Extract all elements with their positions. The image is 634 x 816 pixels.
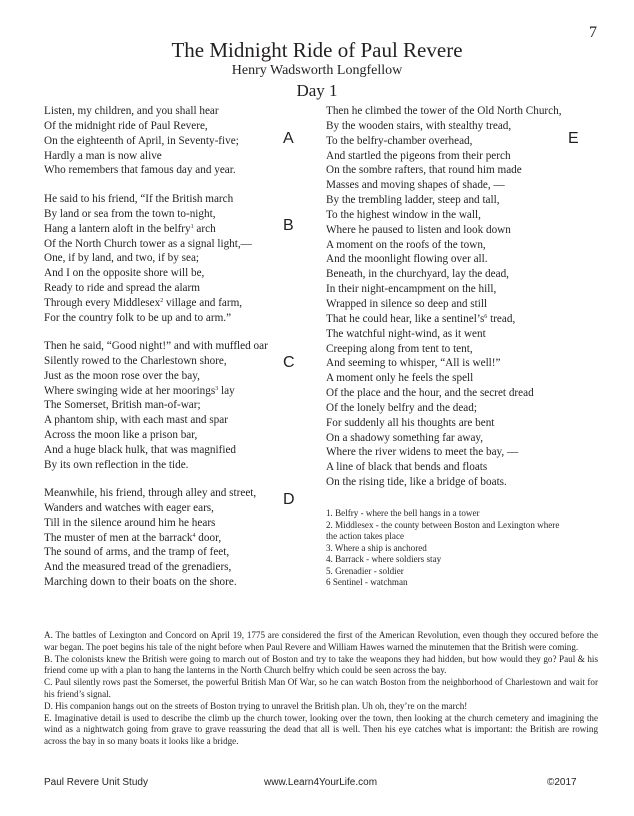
poem-line: Marching down to their boats on the shore. bbox=[44, 576, 237, 589]
footnote: 3. Where a ship is anchored bbox=[326, 542, 427, 553]
poem-line: By the wooden stairs, with stealthy tread, bbox=[326, 119, 512, 132]
poem-line: A phantom ship, with each mast and spar bbox=[44, 414, 228, 427]
poem-line: Across the moon like a prison bar, bbox=[44, 429, 198, 442]
footnote-ref-3: 3 bbox=[215, 385, 219, 392]
poem-line-text: Where swinging wide at her moorings bbox=[44, 384, 216, 397]
poem-line: In their night-encampment on the hill, bbox=[326, 283, 497, 296]
footnote: 2. Middlesex - the county between Boston and Lexington where bbox=[326, 519, 560, 530]
poem-line: And startled the pigeons from their perch bbox=[326, 149, 511, 162]
section-summaries bbox=[44, 630, 598, 748]
poem-line-tail: door, bbox=[198, 531, 222, 544]
section-marker-e: E bbox=[568, 130, 579, 147]
section-marker-a: A bbox=[283, 130, 294, 147]
poem-line bbox=[44, 531, 256, 546]
poem-line: Of the place and the hour, and the secret dread bbox=[326, 387, 534, 400]
poem-line: Then he said, “Good night!” and with muffled oar bbox=[44, 340, 268, 352]
poem-line: By the trembling ladder, steep and tall, bbox=[326, 194, 500, 207]
poem-line: Just as the moon rose over the bay, bbox=[44, 369, 200, 382]
poem-line: And the moonlight flowing over all. bbox=[326, 253, 488, 266]
poem-line: Hardly a man is now alive bbox=[44, 149, 162, 162]
footnote-ref-6: 6 bbox=[484, 313, 488, 320]
poem-line: Of the midnight ride of Paul Revere, bbox=[44, 119, 208, 132]
stanza-e bbox=[326, 104, 562, 490]
poem-line: One, if by land, and two, if by sea; bbox=[44, 252, 200, 265]
poem-line: Where he paused to listen and look down bbox=[326, 223, 511, 236]
poem-line-tail: lay bbox=[221, 384, 235, 397]
summary-e: E. Imaginative detail is used to describe the climb up the church tower, looking over the town, then looking at the church cemetery and imagining the wind as a nightwatch going from grave to grave reassuring the dead that all is well. Then his eye catches what is important: the British are rowing across the bay in so many boats it looks like a bridge. bbox=[44, 712, 598, 747]
footnote: 1. Belfry - where the bell hangs in a tower bbox=[326, 508, 480, 518]
summary-d: D. His companion hangs out on the streets of Boston trying to unravel the British plan. Uh oh, they’re on the march! bbox=[44, 700, 468, 711]
section-marker-b: B bbox=[283, 217, 294, 234]
poem-line: And seeming to whisper, “All is well!” bbox=[326, 357, 501, 370]
poem-line: Beneath, in the churchyard, lay the dead, bbox=[326, 268, 509, 281]
poem-line: Masses and moving shapes of shade, — bbox=[326, 179, 505, 192]
poem-line: Wanders and watches with eager ears, bbox=[44, 501, 214, 514]
poem-line: Where the river widens to meet the bay, — bbox=[326, 446, 519, 459]
poem-line: Till in the silence around him he hears bbox=[44, 516, 216, 529]
poem-line: For the country folk to be up and to arm.” bbox=[44, 311, 232, 324]
poem-line: Silently rowed to the Charlestown shore, bbox=[44, 354, 227, 367]
poem-line: And a huge black hulk, that was magnified bbox=[44, 443, 237, 456]
poem-line: Of the lonely belfry and the dead; bbox=[326, 401, 477, 414]
section-marker-d: D bbox=[283, 491, 295, 508]
poem-line: On the eighteenth of April, in Seventy-five; bbox=[44, 134, 239, 147]
poem-line: A moment only he feels the spell bbox=[326, 372, 474, 385]
footnote: the action takes place bbox=[326, 531, 405, 541]
stanza-c bbox=[44, 339, 268, 473]
poem-line-tail: village and farm, bbox=[166, 296, 243, 309]
footnotes bbox=[326, 508, 606, 589]
stanza-b bbox=[44, 192, 252, 326]
poem-line-text: That he could hear, like a sentinel’s bbox=[326, 312, 485, 325]
page-number: 7 bbox=[589, 24, 597, 41]
summary-a: A. The battles of Lexington and Concord on April 19, 1775 are considered the first of the American Revolution, even though they occured before the war began. The poet begins his tale of the night before when Paul Revere and William Hawes warned the minutemen that the British were coming. bbox=[44, 630, 598, 652]
stanza-a bbox=[44, 104, 239, 178]
footer-website-link[interactable]: www.Learn4YourLife.com bbox=[264, 777, 378, 788]
poem-line-tail: tread, bbox=[490, 312, 516, 325]
poem-line: On a shadowy something far away, bbox=[326, 431, 484, 444]
poem-title: The Midnight Ride of Paul Revere bbox=[171, 38, 463, 62]
poem-line-text: Hang a lantern aloft in the belfry bbox=[44, 222, 191, 235]
footnote-ref-4: 4 bbox=[192, 532, 196, 539]
poem-line: Who remembers that famous day and year. bbox=[44, 164, 236, 177]
poem-line: And the measured tread of the grenadiers, bbox=[44, 561, 232, 574]
poem-line: Of the North Church tower as a signal light,— bbox=[44, 237, 252, 250]
poem-line bbox=[326, 312, 562, 327]
poem-line: The Somerset, British man-of-war; bbox=[44, 399, 201, 412]
footnote: 4. Barrack - where soldiers stay bbox=[326, 554, 442, 564]
poem-line-text: The muster of men at the barrack bbox=[44, 531, 193, 544]
poem-line: For suddenly all his thoughts are bent bbox=[326, 416, 495, 429]
poem-line: Ready to ride and spread the alarm bbox=[44, 282, 200, 295]
poem-line-tail: arch bbox=[196, 222, 216, 235]
poem-line: By its own reflection in the tide. bbox=[44, 458, 189, 471]
poem-line-text: Through every Middlesex bbox=[44, 296, 161, 309]
poem-line: Creeping along from tent to tent, bbox=[326, 342, 473, 355]
footnote-ref-2: 2 bbox=[160, 297, 164, 304]
poem-author: Henry Wadsworth Longfellow bbox=[231, 63, 403, 78]
poem-line: Listen, my children, and you shall hear bbox=[44, 105, 219, 117]
poem-line: To the highest window in the wall, bbox=[326, 208, 481, 221]
summary-b: B. The colonists knew the British were going to march out of Boston and try to take the weapons they had hidden, but how would they go? Paul & his friend come up with a plan to hang the lanterns in the North Church belfry which could be seen across the bay. bbox=[44, 653, 598, 676]
footnote-ref-1: 1 bbox=[190, 223, 194, 230]
poem-line: A line of black that bends and floats bbox=[326, 461, 488, 474]
poem-line: He said to his friend, “If the British march bbox=[44, 193, 234, 205]
footer-copyright: ©2017 bbox=[547, 777, 577, 788]
poem-line: Then he climbed the tower of the Old North Church, bbox=[326, 105, 562, 117]
summary-c: C. Paul silently rows past the Somerset, the powerful British Man Of War, so he can watch Boston from the neighborhood of Charlestown and wait for his friend’s signal. bbox=[44, 677, 598, 699]
section-marker-c: C bbox=[283, 354, 295, 371]
poem-line: To the belfry-chamber overhead, bbox=[326, 134, 473, 147]
poem-line: The sound of arms, and the tramp of feet, bbox=[44, 546, 230, 559]
poem-line: On the sombre rafters, that round him made bbox=[326, 164, 522, 177]
day-heading: Day 1 bbox=[296, 81, 338, 100]
poem-line: And I on the opposite shore will be, bbox=[44, 267, 205, 280]
poem-line bbox=[44, 296, 252, 311]
poem-line bbox=[44, 384, 268, 399]
poem-line: Meanwhile, his friend, through alley and street, bbox=[44, 487, 257, 499]
poem-line: A moment on the roofs of the town, bbox=[326, 238, 486, 251]
poem-line: On the rising tide, like a bridge of boats. bbox=[326, 476, 507, 489]
footnote: 6 Sentinel - watchman bbox=[326, 577, 408, 587]
footer-left: Paul Revere Unit Study bbox=[44, 777, 148, 788]
stanza-d bbox=[44, 486, 256, 590]
poem-line: By land or sea from the town to-night, bbox=[44, 207, 216, 220]
poem-line: Wrapped in silence so deep and still bbox=[326, 297, 488, 310]
poem-line bbox=[44, 222, 252, 237]
footnote: 5. Grenadier - soldier bbox=[326, 565, 404, 576]
poem-line: The watchful night-wind, as it went bbox=[326, 327, 486, 340]
